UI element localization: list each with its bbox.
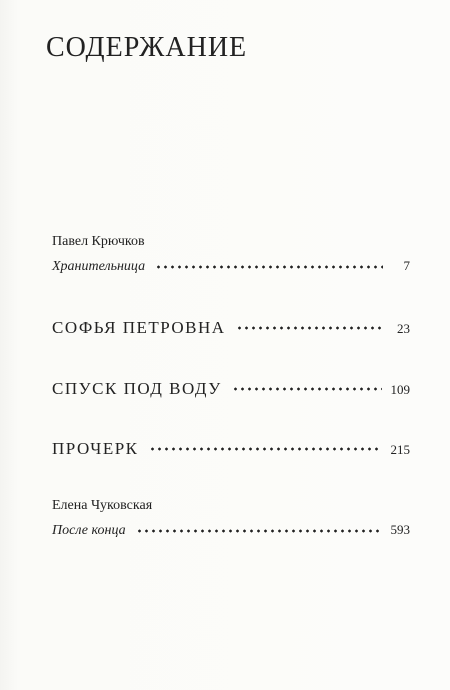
entry-page-1: 7 [403, 258, 410, 273]
toc-entry-1 [52, 258, 410, 275]
entry-page-4: 215 [390, 442, 410, 457]
entry-title-2: СОФЬЯ ПЕТРОВНА [52, 318, 226, 337]
entry-author-5: Елена Чуковская [52, 498, 153, 513]
entry-page-5: 593 [390, 522, 410, 537]
dot-leader [232, 387, 382, 391]
dot-leader [149, 447, 382, 451]
toc-entry-5 [52, 522, 410, 539]
toc-entry-2 [52, 318, 410, 338]
entry-page-2: 23 [397, 321, 410, 336]
entry-title-4: ПРОЧЕРК [52, 439, 139, 458]
toc-entry-3 [52, 379, 410, 399]
entry-title-5: После конца [52, 523, 126, 538]
toc-heading: СОДЕРЖАНИЕ [46, 32, 248, 63]
dot-leader [136, 529, 382, 533]
entry-title-3: СПУСК ПОД ВОДУ [52, 379, 222, 398]
entry-page-3: 109 [390, 382, 410, 397]
toc-entry-4 [52, 439, 410, 459]
entry-author-1: Павел Крючков [52, 234, 145, 249]
dot-leader [155, 265, 383, 269]
entry-title-1: Хранительница [52, 259, 146, 274]
dot-leader [236, 326, 383, 330]
